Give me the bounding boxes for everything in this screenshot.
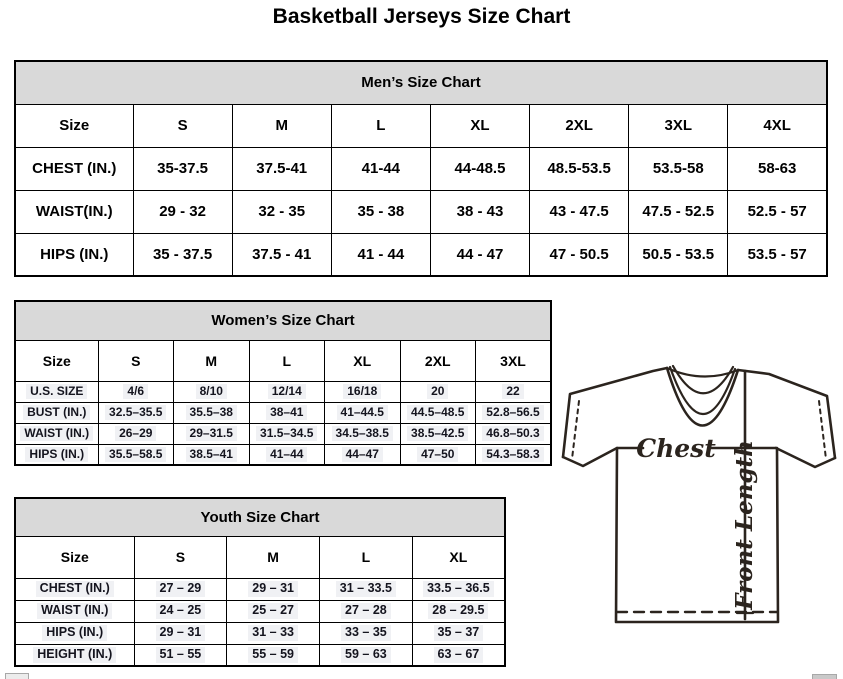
- womens-column-header-size: Size: [15, 340, 98, 381]
- value-text: 54.3–58.3: [482, 447, 543, 462]
- value-cell: [412, 622, 505, 644]
- value-cell: 53.5 - 57: [728, 233, 827, 276]
- value-cell: [98, 444, 174, 465]
- jersey-right-cuff-dashes: [819, 401, 826, 459]
- value-cell: [227, 578, 320, 600]
- value-cell: [174, 381, 250, 402]
- value-cell: 37.5-41: [232, 147, 331, 190]
- youth-table-row: [15, 600, 505, 622]
- row-label-cell: [15, 423, 98, 444]
- value-text: BUST (IN.): [23, 405, 90, 420]
- youth-column-header-m: M: [227, 536, 320, 578]
- value-cell: [227, 644, 320, 666]
- value-text: 29 – 31: [156, 625, 206, 641]
- row-label-cell: HIPS (IN.): [15, 233, 133, 276]
- value-text: 35.5–58.5: [105, 447, 166, 462]
- row-label-cell: WAIST(IN.): [15, 190, 133, 233]
- womens-column-header-xl: XL: [325, 340, 401, 381]
- value-cell: [249, 381, 325, 402]
- value-cell: 41-44: [331, 147, 430, 190]
- value-cell: [400, 381, 476, 402]
- value-cell: 58-63: [728, 147, 827, 190]
- value-text: 41–44: [266, 447, 307, 462]
- jersey-right-cuff-edge: [776, 448, 835, 467]
- value-text: 31 – 33: [248, 625, 298, 641]
- value-cell: [134, 644, 227, 666]
- youth-table-title: Youth Size Chart: [15, 498, 505, 536]
- value-text: 32.5–35.5: [105, 405, 166, 420]
- value-cell: 35-37.5: [133, 147, 232, 190]
- value-text: HEIGHT (IN.): [33, 647, 116, 663]
- value-text: 35 – 37: [434, 625, 484, 641]
- value-cell: [227, 600, 320, 622]
- mens-column-header-l: L: [331, 104, 430, 147]
- mens-table-row: [15, 147, 827, 190]
- youth-table-row: [15, 578, 505, 600]
- womens-table-row: [15, 444, 551, 465]
- value-cell: [174, 402, 250, 423]
- value-cell: [400, 423, 476, 444]
- row-label-cell: [15, 381, 98, 402]
- mens-table-row: [15, 190, 827, 233]
- womens-column-header-s: S: [98, 340, 174, 381]
- value-text: 33 – 35: [341, 625, 391, 641]
- value-text: 31 – 33.5: [336, 581, 396, 597]
- value-text: 27 – 28: [341, 603, 391, 619]
- value-text: CHEST (IN.): [36, 581, 114, 597]
- value-cell: [320, 578, 413, 600]
- value-cell: [134, 622, 227, 644]
- mens-column-header-size: Size: [15, 104, 133, 147]
- value-text: WAIST (IN.): [20, 426, 93, 441]
- value-text: 29–31.5: [186, 426, 237, 441]
- value-cell: 35 - 38: [331, 190, 430, 233]
- value-text: 44.5–48.5: [407, 405, 468, 420]
- jersey-left-cuff-dashes: [572, 401, 579, 459]
- value-text: 41–44.5: [337, 405, 388, 420]
- value-text: 52.8–56.5: [482, 405, 543, 420]
- value-cell: [325, 402, 401, 423]
- row-label-cell: [15, 600, 134, 622]
- value-cell: [320, 600, 413, 622]
- front-length-label: Front Length: [731, 440, 758, 610]
- value-cell: 35 - 37.5: [133, 233, 232, 276]
- value-cell: 29 - 32: [133, 190, 232, 233]
- value-text: 38.5–42.5: [407, 426, 468, 441]
- value-cell: [320, 644, 413, 666]
- jersey-diagram-svg: [558, 360, 843, 628]
- value-text: HIPS (IN.): [42, 625, 107, 641]
- value-text: 59 – 63: [341, 647, 391, 663]
- value-text: 20: [427, 384, 448, 399]
- womens-table-row: [15, 381, 551, 402]
- womens-table-title: Women’s Size Chart: [15, 301, 551, 340]
- chest-label: Chest: [636, 434, 716, 463]
- value-cell: [325, 381, 401, 402]
- value-cell: [412, 600, 505, 622]
- value-cell: 32 - 35: [232, 190, 331, 233]
- value-cell: 47 - 50.5: [530, 233, 629, 276]
- womens-column-header-3xl: 3XL: [476, 340, 552, 381]
- value-cell: [476, 381, 552, 402]
- value-text: 55 – 59: [248, 647, 298, 663]
- value-cell: 53.5-58: [629, 147, 728, 190]
- jersey-left-cuff-edge: [563, 448, 617, 466]
- value-cell: 47.5 - 52.5: [629, 190, 728, 233]
- value-cell: [325, 444, 401, 465]
- value-text: 8/10: [196, 384, 227, 399]
- value-text: U.S. SIZE: [26, 384, 87, 399]
- womens-table-row: [15, 423, 551, 444]
- value-cell: 44-48.5: [430, 147, 529, 190]
- page-title: Basketball Jerseys Size Chart: [272, 5, 571, 28]
- womens-column-header-2xl: 2XL: [400, 340, 476, 381]
- value-cell: 43 - 47.5: [530, 190, 629, 233]
- row-label-cell: [15, 402, 98, 423]
- value-cell: 52.5 - 57: [728, 190, 827, 233]
- value-text: 24 – 25: [156, 603, 206, 619]
- youth-table-row: [15, 622, 505, 644]
- value-cell: [174, 444, 250, 465]
- mens-column-header-3xl: 3XL: [629, 104, 728, 147]
- value-text: 16/18: [343, 384, 381, 399]
- value-text: 25 – 27: [248, 603, 298, 619]
- value-cell: [98, 423, 174, 444]
- mens-column-header-xl: XL: [430, 104, 529, 147]
- mens-size-table: [14, 60, 828, 277]
- value-cell: [400, 402, 476, 423]
- value-cell: [249, 444, 325, 465]
- mens-table-title: Men’s Size Chart: [15, 61, 827, 104]
- value-cell: [134, 578, 227, 600]
- value-text: 51 – 55: [156, 647, 206, 663]
- value-text: 29 – 31: [248, 581, 298, 597]
- mens-column-header-4xl: 4XL: [728, 104, 827, 147]
- value-cell: [249, 402, 325, 423]
- womens-size-table: [14, 300, 552, 466]
- value-cell: [400, 444, 476, 465]
- value-text: 38–41: [266, 405, 307, 420]
- youth-column-header-l: L: [320, 536, 413, 578]
- value-text: 4/6: [123, 384, 148, 399]
- value-cell: [320, 622, 413, 644]
- value-text: 22: [502, 384, 523, 399]
- cutoff-element-bottom-left: [5, 673, 29, 679]
- value-cell: [412, 578, 505, 600]
- value-cell: [476, 444, 552, 465]
- youth-column-header-size: Size: [15, 536, 134, 578]
- value-cell: 50.5 - 53.5: [629, 233, 728, 276]
- value-text: 35.5–38: [186, 405, 237, 420]
- value-text: 27 – 29: [156, 581, 206, 597]
- value-cell: 38 - 43: [430, 190, 529, 233]
- row-label-cell: [15, 444, 98, 465]
- value-text: 63 – 67: [434, 647, 484, 663]
- value-text: 26–29: [115, 426, 156, 441]
- value-cell: [227, 622, 320, 644]
- value-cell: [134, 600, 227, 622]
- value-cell: [412, 644, 505, 666]
- value-cell: 48.5-53.5: [530, 147, 629, 190]
- youth-column-header-s: S: [134, 536, 227, 578]
- value-text: 47–50: [417, 447, 458, 462]
- row-label-cell: [15, 578, 134, 600]
- value-cell: [476, 402, 552, 423]
- value-cell: 44 - 47: [430, 233, 529, 276]
- jersey-collar-inner-arc: [673, 366, 733, 393]
- value-cell: [249, 423, 325, 444]
- mens-column-header-2xl: 2XL: [530, 104, 629, 147]
- value-text: HIPS (IN.): [25, 447, 88, 462]
- value-cell: [325, 423, 401, 444]
- value-text: 46.8–50.3: [482, 426, 543, 441]
- cutoff-element-bottom-right: [812, 674, 837, 679]
- value-text: 38.5–41: [186, 447, 237, 462]
- value-cell: [98, 402, 174, 423]
- value-text: 33.5 – 36.5: [423, 581, 494, 597]
- row-label-cell: CHEST (IN.): [15, 147, 133, 190]
- value-cell: [98, 381, 174, 402]
- youth-column-header-xl: XL: [412, 536, 505, 578]
- value-text: 34.5–38.5: [332, 426, 393, 441]
- womens-column-header-m: M: [174, 340, 250, 381]
- value-text: 28 – 29.5: [428, 603, 488, 619]
- value-cell: [174, 423, 250, 444]
- value-text: 12/14: [268, 384, 306, 399]
- youth-size-table: [14, 497, 506, 667]
- mens-column-header-s: S: [133, 104, 232, 147]
- row-label-cell: [15, 622, 134, 644]
- value-text: WAIST (IN.): [37, 603, 112, 619]
- row-label-cell: [15, 644, 134, 666]
- value-cell: [476, 423, 552, 444]
- womens-table-row: [15, 402, 551, 423]
- mens-column-header-m: M: [232, 104, 331, 147]
- youth-table-row: [15, 644, 505, 666]
- value-cell: 41 - 44: [331, 233, 430, 276]
- value-cell: 37.5 - 41: [232, 233, 331, 276]
- jersey-measurement-diagram: [558, 360, 843, 628]
- womens-column-header-l: L: [249, 340, 325, 381]
- mens-table-row: [15, 233, 827, 276]
- value-text: 44–47: [342, 447, 383, 462]
- value-text: 31.5–34.5: [256, 426, 317, 441]
